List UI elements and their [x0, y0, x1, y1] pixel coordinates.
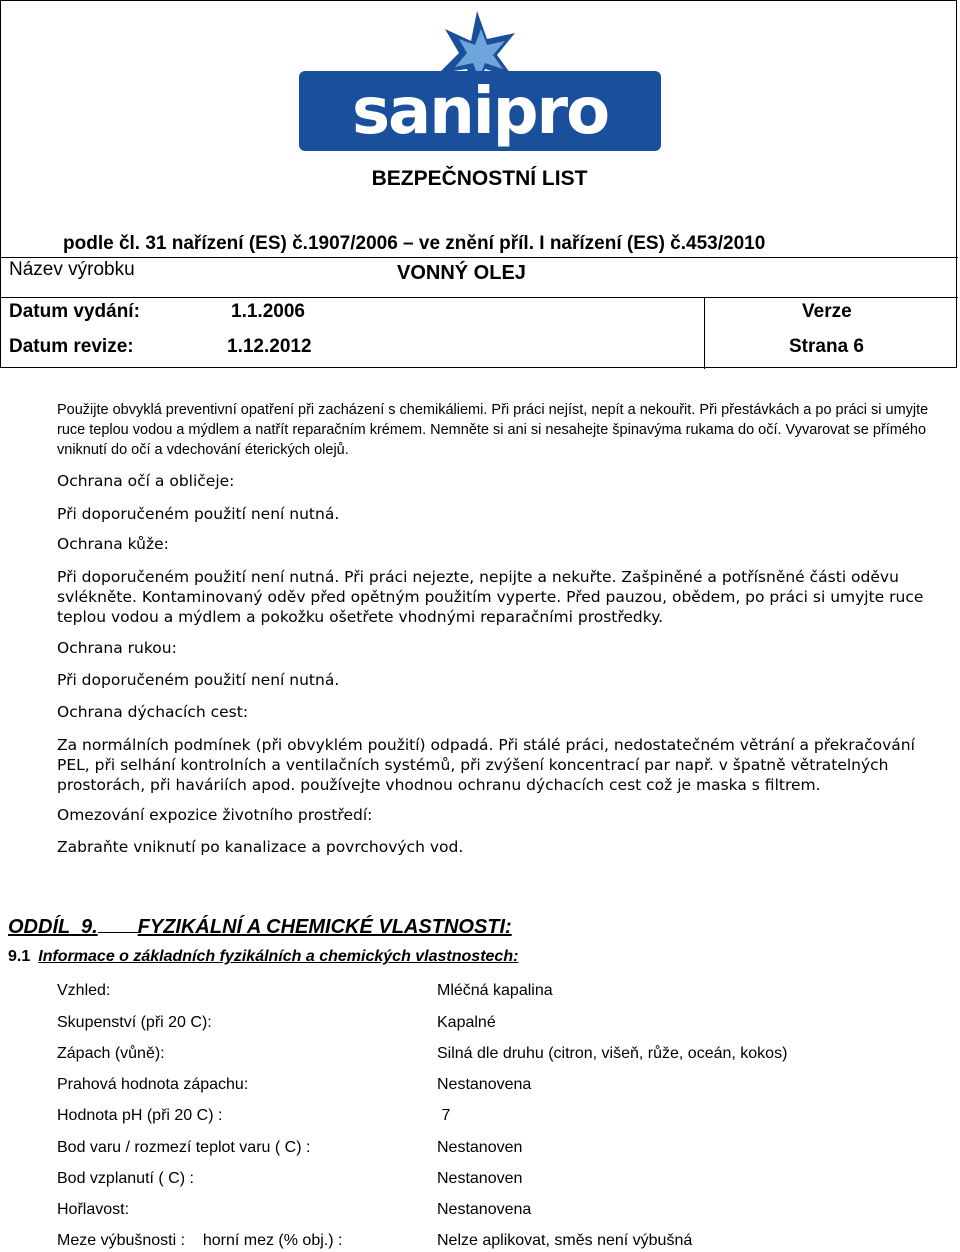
respiratory-protection-text: Za normálních podmínek (při obvyklém použití) odpadá. Při stálé práci, nedostatečném větrání a překračování PEL, při selhání kontrolních a ventilačních systémů, při zvýšení koncentrací par např. v špatně větratelných prostorách, při haváriích apod. používejte vhodnou ochranu dýchacích cest což je maska s filtrem.: [57, 736, 915, 794]
skin-protection-text: Při doporučeném použití není nutná. Při práci nejezte, nepijte a nekuřte. Zašpiněné a potřísněné části oděvu svlékněte. Kontaminovaný oděv před opětným použitím vyperte. Před pauzou, obědem, po práci si umyjte ruce teplou vodou a mýdlem a pokožku ošetřete vhodnými reparačními prostředky.: [57, 568, 924, 626]
property-label: Prahová hodnota zápachu:: [57, 1076, 249, 1093]
sanipro-logo: [299, 11, 661, 151]
property-label: Bod vzplanutí ( C) :: [57, 1170, 194, 1187]
property-value: Mléčná kapalina: [437, 982, 553, 999]
property-label: Hořlavost:: [57, 1201, 130, 1218]
revision-date-label: Datum revize:: [9, 336, 134, 357]
version-label: Verze: [802, 301, 852, 322]
svg-text:sanipro: sanipro: [351, 75, 609, 149]
product-name: VONNÝ OLEJ: [397, 262, 526, 284]
intro-paragraph: Použijte obvyklá preventivní opatření při zacházení s chemikáliemi. Při práci nejíst, nepít a nekouřit. Při přestávkách a po práci si umyjte ruce teplou vodou a mýdlem a natřít reparačním krémem. Nemněte si ani si nesahejte špinavýma rukama do očí. Vyvarovat se přímého vniknutí do očí a vdechování éterických olejů.: [57, 402, 929, 458]
section-number: ODDÍL 9.: [8, 916, 98, 938]
issue-date-label: Datum vydání:: [9, 301, 140, 322]
eye-protection-text: Při doporučeném použití není nutná.: [57, 505, 340, 523]
property-value: 7: [437, 1107, 451, 1124]
page-label: Strana 6: [789, 336, 864, 357]
document-header: [0, 0, 957, 368]
hand-protection-text: Při doporučeném použití není nutná.: [57, 671, 340, 689]
subsection-title: Informace o základních fyzikálních a chemických vlastnostech:: [38, 948, 519, 965]
eye-protection-heading: Ochrana očí a obličeje:: [57, 472, 235, 490]
document-title: BEZPEČNOSTNÍ LIST: [371, 167, 588, 190]
hand-protection-heading: Ochrana rukou:: [57, 639, 177, 657]
property-value: Nestanovena: [437, 1076, 532, 1093]
property-value: Nestanoven: [437, 1139, 523, 1156]
property-value: Silná dle druhu (citron, višeň, růže, oceán, kokos): [437, 1045, 788, 1062]
revision-date: 1.12.2012: [227, 336, 312, 357]
property-label: Meze výbušnosti : horní mez (% obj.) :: [57, 1232, 343, 1249]
regulation-subtitle: podle čl. 31 nařízení (ES) č.1907/2006 – ve znění příl. I nařízení (ES) č.453/2010: [63, 233, 766, 254]
skin-protection-heading: Ochrana kůže:: [57, 535, 169, 553]
subsection-heading: [8, 948, 518, 966]
section-9-heading: [8, 912, 512, 939]
property-label: Bod varu / rozmezí teplot varu ( C) :: [57, 1139, 311, 1156]
product-label: Název výrobku: [9, 259, 135, 280]
property-label: Vzhled:: [57, 982, 111, 999]
property-value: Nelze aplikovat, směs není výbušná: [437, 1232, 693, 1249]
respiratory-protection-heading: Ochrana dýchacích cest:: [57, 703, 249, 721]
property-label: Skupenství (při 20 C):: [57, 1014, 212, 1031]
environment-exposure-text: Zabraňte vniknutí po kanalizace a povrchových vod.: [57, 838, 464, 856]
property-value: Nestanoven: [437, 1170, 523, 1187]
property-value: Nestanovena: [437, 1201, 532, 1218]
property-value: Kapalné: [437, 1014, 496, 1031]
issue-date: 1.1.2006: [231, 301, 305, 322]
property-label: Hodnota pH (při 20 C) :: [57, 1107, 223, 1124]
environment-exposure-heading: Omezování expozice životního prostředí:: [57, 806, 373, 824]
property-label: Zápach (vůně):: [57, 1045, 165, 1062]
section-title: FYZIKÁLNÍ A CHEMICKÉ VLASTNOSTI:: [137, 916, 512, 938]
subsection-number: 9.1: [8, 948, 31, 965]
